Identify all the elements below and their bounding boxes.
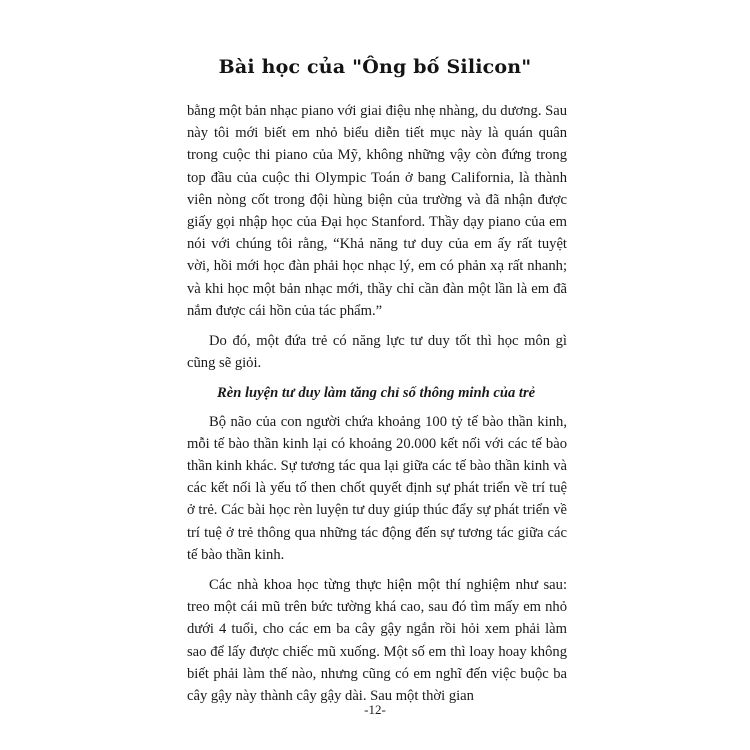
body-text	[187, 100, 567, 715]
section-heading: Rèn luyện tư duy làm tăng chỉ số thông minh của trẻ	[217, 385, 536, 402]
paragraph-continued: bằng một bản nhạc piano với giai điệu nhẹ nhàng, du dương. Sau này tôi mới biết em nhỏ biểu diễn tiết mục này là quán quân trong cuộc thi piano của Mỹ, không những vậy còn đứng trong top đầu của cuộc thi Olympic Toán ở bang California, là thành viên nòng cốt trong đội hùng biện của trường và đã nhận được giấy gọi nhập học của Đại học Stanford. Thầy dạy piano của em nói với chúng tôi rằng, “Khả năng tư duy của em ấy rất tuyệt vời, hồi mới học đàn phải học nhạc lý, em có phản xạ rất nhanh; và khi học một bản nhạc mới, thầy chỉ cần đàn một lần là em đã nắm được cái hồn của tác phẩm.”	[187, 103, 568, 319]
paragraph: Các nhà khoa học từng thực hiện một thí nghiệm như sau: treo một cái mũ trên bức tường khá cao, sau đó tìm mấy em nhỏ dưới 4 tuổi, cho các em ba cây gậy ngắn rồi hỏi xem phải làm sao để lấy được chiếc mũ xuống. Một số em thì loay hoay không biết phải làm thế nào, nhưng cũng có em nghĩ đến việc buộc ba cây gậy này thành cây gậy dài. Sau một thời gian	[187, 577, 567, 705]
paragraph: Do đó, một đứa trẻ có năng lực tư duy tốt thì học môn gì cũng sẽ giỏi.	[187, 333, 567, 372]
page-number: -12-	[364, 702, 386, 717]
running-header-title: Bài học của "Ông bố Silicon"	[218, 56, 532, 78]
paragraph: Bộ não của con người chứa khoảng 100 tỷ tế bào thần kinh, mỗi tế bào thần kinh lại có khoảng 20.000 kết nối với các tế bào thần kinh khác. Sự tương tác qua lại giữa các tế bào thần kinh và các kết nối là yếu tố then chốt quyết định sự phát triển về trí tuệ ở trẻ. Các bài học rèn luyện tư duy giúp thúc đẩy sự phát triển về trí tuệ ở trẻ thông qua những tác động đến sự tương tác giữa các tế bào thần kinh.	[187, 413, 567, 563]
